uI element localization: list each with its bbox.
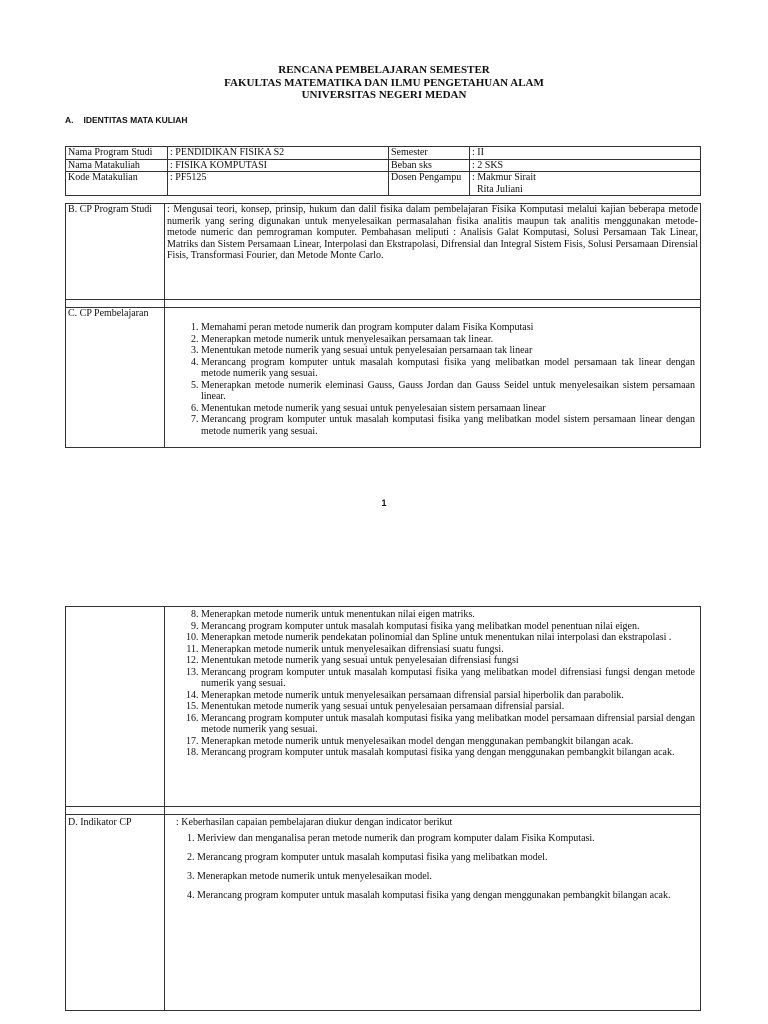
list-item: 14. Menerapkan metode numerik untuk menyelesaikan persamaan difrensial parsial hiperbolik dan parabolik. [201, 690, 695, 702]
identity-label: Kode Matakulian [66, 172, 168, 196]
page-number: 1 [381, 498, 387, 508]
table-row [66, 807, 701, 815]
section-a-letter: A. [65, 115, 74, 125]
list-item: 15. Menentukan metode numerik yang sesuai untuk penyelesaian persamaan difrensial parsial. [201, 701, 695, 713]
identity-label: Dosen Pengampu [389, 172, 470, 196]
identity-table [65, 146, 701, 196]
list-item: 9. Merancang program komputer untuk masalah komputasi fisika yang melibatkan model penentuan nilai eigen. [201, 621, 695, 633]
cp-table-page1 [65, 203, 701, 448]
list-item: 2. Merancang program komputer untuk masalah komputasi fisika yang melibatkan model. [197, 852, 695, 864]
section-a-title: IDENTITAS MATA KULIAH [83, 115, 188, 125]
list-item: 1. Meriview dan menganalisa peran metode numerik dan program komputer dalam Fisika Komputasi. [197, 833, 695, 845]
identity-value: : PENDIDIKAN FISIKA S2 [168, 147, 389, 160]
list-item: 13. Merancang program komputer untuk masalah komputasi fisika yang melibatkan model difrensiasi fungsi dengan metode numerik yang sesuai. [201, 667, 695, 690]
cp-prodi-label: B. CP Program Studi [66, 204, 165, 300]
cp-prodi-text: : Mengusai teori, konsep, prinsip, hukum dan dalil fisika dalam pembelajaran Fisika Komputasi melalui kajian beberapa metode numerik yang sering digunakan untuk menyelesaikan permasalahan fisika analitis maupun tak analitis menggunakan metode-metode numeric dan pemrograman komputer. Pembahasan meliputi : Analisis Galat Komputasi, Solusi Persamaan Tak Linear, Matriks dan Sistem Persamaan Linear, Interpolasi dan Ekstrapolasi, Difrensial dan Integral Sistem Fisis, Solusi Persamaan Dirensial Fisis, Transformasi Fourier, dan Metode Monte Carlo. [165, 204, 701, 300]
identity-value: : 2 SKS [470, 159, 701, 172]
list-item: 2. Menerapkan metode numerik untuk menyelesaikan persamaan tak linear. [201, 334, 695, 346]
identity-label: Nama Program Studi [66, 147, 168, 160]
list-item: 16. Merancang program komputer untuk masalah komputasi fisika yang melibatkan model persamaan difrensial parsial dengan metode numerik yang sesuai. [201, 713, 695, 736]
header-university: UNIVERSITAS NEGERI MEDAN [301, 89, 467, 101]
lecturer-name: Rita Juliani [477, 183, 523, 195]
list-item: 4. Merancang program komputer untuk masalah komputasi fisika yang dengan menggunakan pembangkit bilangan acak. [197, 890, 695, 902]
list-item: 6. Menentukan metode numerik yang sesuai untuk penyelesaian sistem persamaan linear [201, 403, 695, 415]
list-item: 3. Menentukan metode numerik yang sesuai untuk penyelesaian persamaan tak linear [201, 345, 695, 357]
table-row [66, 815, 701, 1011]
identity-value: : PF5125 [168, 172, 389, 196]
cp-pembelajaran-list [167, 322, 698, 437]
indikator-label: D. Indikator CP [66, 815, 165, 1011]
identity-value: : II [470, 147, 701, 160]
lecturer-name: : Makmur Sirait [472, 172, 536, 183]
cp-pembelajaran-label: C. CP Pembelajaran [66, 308, 165, 448]
table-row [66, 172, 701, 196]
list-item: 1. Memahami peran metode numerik dan program komputer dalam Fisika Komputasi [201, 322, 695, 334]
section-a-heading [65, 115, 188, 125]
list-item: 10. Menerapkan metode numerik pendekatan polinomial dan Spline untuk menentukan nilai interpolasi dan ekstrapolasi . [201, 632, 695, 644]
table-row [66, 607, 701, 807]
list-item: 4. Merancang program komputer untuk masalah komputasi fisika yang melibatkan model persamaan tak linear dengan metode numerik yang sesuai. [201, 357, 695, 380]
header-faculty: FAKULTAS MATEMATIKA DAN ILMU PENGETAHUAN ALAM [224, 76, 544, 89]
identity-label: Nama Matakuliah [66, 159, 168, 172]
list-item: 8. Menerapkan metode numerik untuk menentukan nilai eigen matriks. [201, 609, 695, 621]
cp-table-page2 [65, 606, 701, 1011]
identity-label: Semester [389, 147, 470, 160]
identity-label: Beban sks [389, 159, 470, 172]
table-row [66, 159, 701, 172]
table-row [66, 147, 701, 160]
document-header [0, 64, 768, 102]
cp-pembelajaran-list-continued [167, 609, 698, 759]
list-item: 7. Merancang program komputer untuk masalah komputasi fisika yang melibatkan model sistem persamaan linear dengan metode numerik yang sesuai. [201, 414, 695, 437]
indikator-intro: : Keberhasilan capaian pembelajaran diukur dengan indicator berikut [176, 817, 453, 828]
list-item: 3. Menerapkan metode numerik untuk menyelesaikan model. [197, 871, 695, 883]
list-item: 17. Menerapkan metode numerik untuk menyelesaikan model dengan menggunakan pembangkit bilangan acak. [201, 736, 695, 748]
list-item: 5. Menerapkan metode numerik eleminasi Gauss, Gauss Jordan dan Gauss Seidel untuk menyelesaikan sistem persamaan linear. [201, 380, 695, 403]
table-row [66, 300, 701, 308]
header-title: RENCANA PEMBELAJARAN SEMESTER [278, 64, 490, 76]
table-row [66, 308, 701, 448]
indikator-list [167, 829, 698, 902]
list-item: 12. Menentukan metode numerik yang sesuai untuk penyelesaian difrensiasi fungsi [201, 655, 695, 667]
list-item: 18. Merancang program komputer untuk masalah komputasi fisika yang dengan menggunakan pembangkit bilangan acak. [201, 747, 695, 759]
list-item: 11. Menerapkan metode numerik untuk menyelesaikan difrensiasi suatu fungsi. [201, 644, 695, 656]
table-row [66, 204, 701, 300]
identity-value: : FISIKA KOMPUTASI [168, 159, 389, 172]
